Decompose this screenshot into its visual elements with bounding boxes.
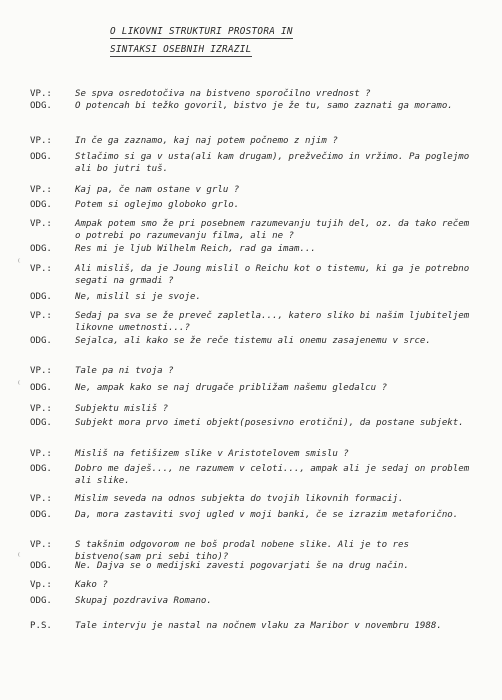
exchange-text: Res mi je ljub Wilhelm Reich, rad ga imam... [75, 244, 316, 254]
exchange-text: Da, mora zastaviti svoj ugled v moji banki, če se izrazim metaforično. [75, 510, 459, 520]
answer-block [30, 151, 480, 175]
exchange-text: Mislim seveda na odnos subjekta do tvojih likovnih formacij. [75, 494, 404, 504]
question-block [30, 448, 480, 460]
speaker-label: VP.: [30, 136, 52, 146]
exchange-text: S takšnim odgovorom ne boš prodal nobene slike. Ali je to res bistveno(sam pri sebi tiho)? [75, 540, 415, 562]
answer-block [30, 509, 480, 521]
exchange-text: In če ga zaznamo, kaj naj potem počnemo z njim ? [75, 136, 338, 146]
speaker-label: ODG. [30, 418, 52, 428]
exchange-text: Ampak potem smo že pri posebnem razumevanju tujih del, oz. da tako rečem o potrebi po razumevanju filma, ali ne ? [75, 219, 475, 241]
speaker-label: VP.: [30, 494, 52, 504]
exchange-text: Ne, ampak kako se naj drugače približam našemu gledalcu ? [75, 383, 388, 393]
speaker-label: ODG. [30, 596, 52, 606]
exchange-text: Subjekt mora prvo imeti objekt(posesivno erotični), da postane subjekt. [75, 418, 464, 428]
exchange-text: Tale pa ni tvoja ? [75, 366, 174, 376]
exchange-text: Subjektu misliš ? [75, 404, 169, 414]
exchange-text: Sejalca, ali kako se že reče tistemu ali onemu zasajenemu v srce. [75, 336, 431, 346]
speaker-label: ODG. [30, 101, 52, 111]
speaker-label: VP.: [30, 89, 52, 99]
question-block [30, 579, 480, 591]
exchange-text: Misliš na fetišizem slike v Aristotelovem smislu ? [75, 449, 349, 459]
speaker-label: ODG. [30, 464, 52, 474]
punch-mark [18, 552, 23, 557]
exchange-text: Skupaj pozdraviva Romano. [75, 596, 212, 606]
question-block [30, 365, 480, 377]
speaker-label: VP.: [30, 540, 52, 550]
exchange-text: Dobro me daješ..., ne razumem v celoti..., ampak ali je sedaj on problem ali slike. [75, 464, 475, 486]
question-block [30, 184, 480, 196]
postscript-label: P.S. [30, 621, 52, 631]
speaker-label: VP.: [30, 366, 52, 376]
answer-block [30, 417, 480, 429]
speaker-label: ODG. [30, 561, 52, 571]
question-block [30, 88, 480, 100]
exchange-text: O potencah bi težko govoril, bistvo je že tu, samo zaznati ga moramo. [75, 101, 453, 111]
speaker-label: VP.: [30, 449, 52, 459]
exchange-text: Se spva osredotočiva na bistveno sporočilno vrednost ? [75, 89, 371, 99]
speaker-label: VP.: [30, 404, 52, 414]
answer-block [30, 463, 480, 487]
answer-block [30, 199, 480, 211]
exchange-text: Kako ? [75, 580, 108, 590]
title-line-1: O LIKOVNI STRUKTURI PROSTORA IN [110, 26, 293, 37]
answer-block [30, 382, 480, 394]
speaker-label: VP.: [30, 311, 52, 321]
speaker-label: Vp.: [30, 580, 52, 590]
exchange-text: Kaj pa, če nam ostane v grlu ? [75, 185, 240, 195]
speaker-label: ODG. [30, 336, 52, 346]
speaker-label: VP.: [30, 219, 52, 229]
question-block [30, 263, 480, 287]
speaker-label: ODG. [30, 383, 52, 393]
punch-mark [18, 380, 23, 385]
punch-mark [18, 258, 23, 263]
exchange-text: Stlačimo si ga v usta(ali kam drugam), prežvečimo in vržimo. Pa poglejmo ali bo jutri tuš. [75, 152, 475, 174]
postscript [30, 620, 470, 632]
exchange-text: Potem si oglejmo globoko grlo. [75, 200, 240, 210]
speaker-label: ODG. [30, 152, 52, 162]
answer-block [30, 243, 480, 255]
speaker-label: ODG. [30, 292, 52, 302]
question-block [30, 310, 480, 334]
question-block [30, 135, 480, 147]
question-block [30, 218, 480, 242]
answer-block [30, 560, 480, 572]
title-line-2: SINTAKSI OSEBNIH IZRAZIL [110, 44, 252, 55]
question-block [30, 493, 480, 505]
postscript-text: Tale intervju je nastal na nočnem vlaku za Maribor v novembru 1988. [75, 621, 442, 631]
answer-block [30, 100, 480, 112]
question-block [30, 403, 480, 415]
answer-block [30, 291, 480, 303]
speaker-label: VP.: [30, 264, 52, 274]
exchange-text: Ne, mislil si je svoje. [75, 292, 201, 302]
speaker-label: ODG. [30, 510, 52, 520]
answer-block [30, 335, 480, 347]
exchange-text: Ali misliš, da je Joung mislil o Reichu kot o tistemu, ki ga je potrebno segati na grmadi ? [75, 264, 475, 286]
speaker-label: VP.: [30, 185, 52, 195]
speaker-label: ODG. [30, 244, 52, 254]
speaker-label: ODG. [30, 200, 52, 210]
exchange-text: Sedaj pa sva se že preveč zapletla..., katero sliko bi našim ljubiteljem likovne umetnosti...? [75, 311, 475, 333]
answer-block [30, 595, 480, 607]
exchange-text: Ne. Dajva se o medijski zavesti pogovarjati še na drug način. [75, 561, 409, 571]
